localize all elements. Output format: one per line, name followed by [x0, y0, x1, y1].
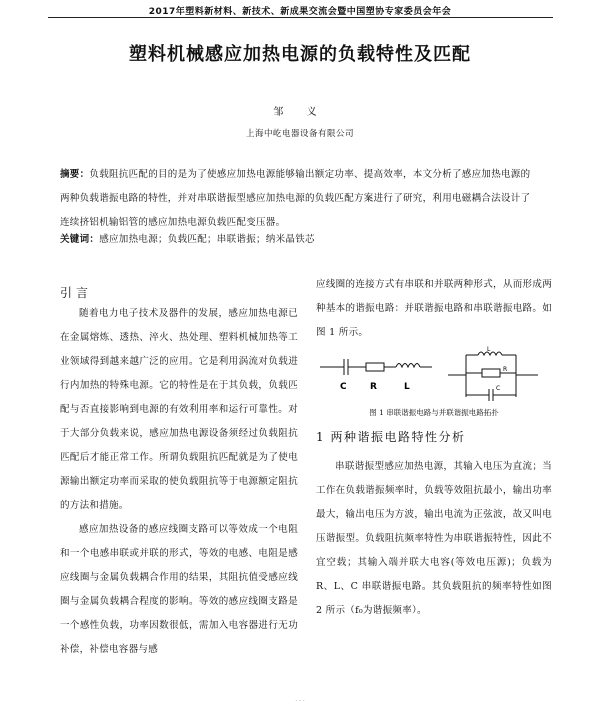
inductor-coil [396, 364, 420, 368]
resistor [366, 363, 384, 371]
page-footer: · · · [295, 698, 305, 705]
right-column [316, 455, 552, 623]
left-column [60, 302, 298, 662]
abstract [60, 163, 540, 235]
author: 邹 义 [273, 107, 327, 118]
right-column-top [316, 273, 552, 345]
series-circuit [320, 359, 432, 375]
header-rule [48, 17, 553, 18]
abstract-label: 摘要： [60, 169, 90, 180]
affiliation: 上海中屹电器设备有限公司 [245, 129, 354, 139]
keywords-text: 感应加热电源；负载匹配；串联谐振；纳米晶铁芯 [99, 234, 315, 245]
parallel-label-r: R [503, 366, 508, 373]
intro-heading: 引言 [60, 286, 93, 300]
conference-header: 2017年塑料新材料、新技术、新成果交流会暨中国塑协专家委员会年会 [148, 7, 452, 17]
intro-paragraph-1: 随着电力电子技术及器件的发展，感应加热电源已在金属熔炼、透热、淬火、热处理、塑料机械加热等工业领域得到越来越广泛的应用。它是利用涡流对负载进行内加热的特殊电源。它的特性是在于其负载，负载匹配与否直接影响到电源的有效利用率和运行可靠性。对于大部分负载来说，感应加热电源设备须经过负载阻抗匹配后才能正常工作。所谓负载阻抗匹配就是为了使电源输出额定功率而采取的使负载阻抗等于电源额定阻抗的方法和措施。 [60, 308, 298, 511]
section-1-paragraph: 串联谐振型感应加热电源，其输入电压为直流；当工作在负载谐振频率时，负载等效阻抗最小，输出功率最大，输出电压为方波，输出电流为正弦波，故又叫电压谐振型。负载阻抗频率特性为串联谐振特性，因此不宜空载；其输入端并联大电容(等效电压源)；负载为 R、L、C 串联谐振电路。其负载阻抗的频率特性如图 2 所示（f₀为谐振频率）。 [316, 461, 552, 616]
series-label-r: R [370, 382, 377, 392]
parallel-label-c: C [496, 385, 501, 392]
section-1-heading: 1 两种谐振电路特性分析 [316, 430, 466, 444]
series-label-c: C [340, 382, 347, 392]
intro-paragraph-2: 感应加热设备的感应线圈支路可以等效成一个电阻和一个电感串联或并联的形式，等效的电感、电阻是感应线圈与金属负载耦合作用的结果，其阻抗值受感应线圈与金属负载耦合程度的影响。等效的感应线圈支路是一个感性负载，功率因数很低，需加入电容器进行无功补偿，补偿电容器与感 [60, 524, 298, 655]
parallel-resistor [482, 369, 500, 377]
series-label-l: L [404, 382, 410, 392]
figure-1-circuit [316, 345, 552, 405]
keywords [60, 231, 540, 245]
parallel-circuit [448, 352, 538, 401]
parallel-label-l: L [487, 346, 491, 353]
paper-title: 塑料机械感应加热电源的负载特性及匹配 [129, 44, 471, 65]
right-top-paragraph: 应线圈的连接方式有串联和并联两种形式，从而形成两种基本的谐振电路：并联谐振电路和串联谐振电路。如图 1 所示。 [316, 279, 552, 338]
figure-1-caption: 图 1 串联谐振电路与并联谐振电路拓扑 [369, 408, 499, 417]
abstract-text: 负载阻抗匹配的目的是为了使感应加热电源能够输出额定功率、提高效率，本文分析了感应加热电源的两种负载谐振电路的特性，并对串联谐振型感应加热电源的负载匹配方案进行了研究，利用电磁耦合法设计了连续挤铝机输铝管的感应加热电源负载匹配变压器。 [60, 169, 531, 228]
keywords-label: 关键词： [60, 234, 100, 245]
